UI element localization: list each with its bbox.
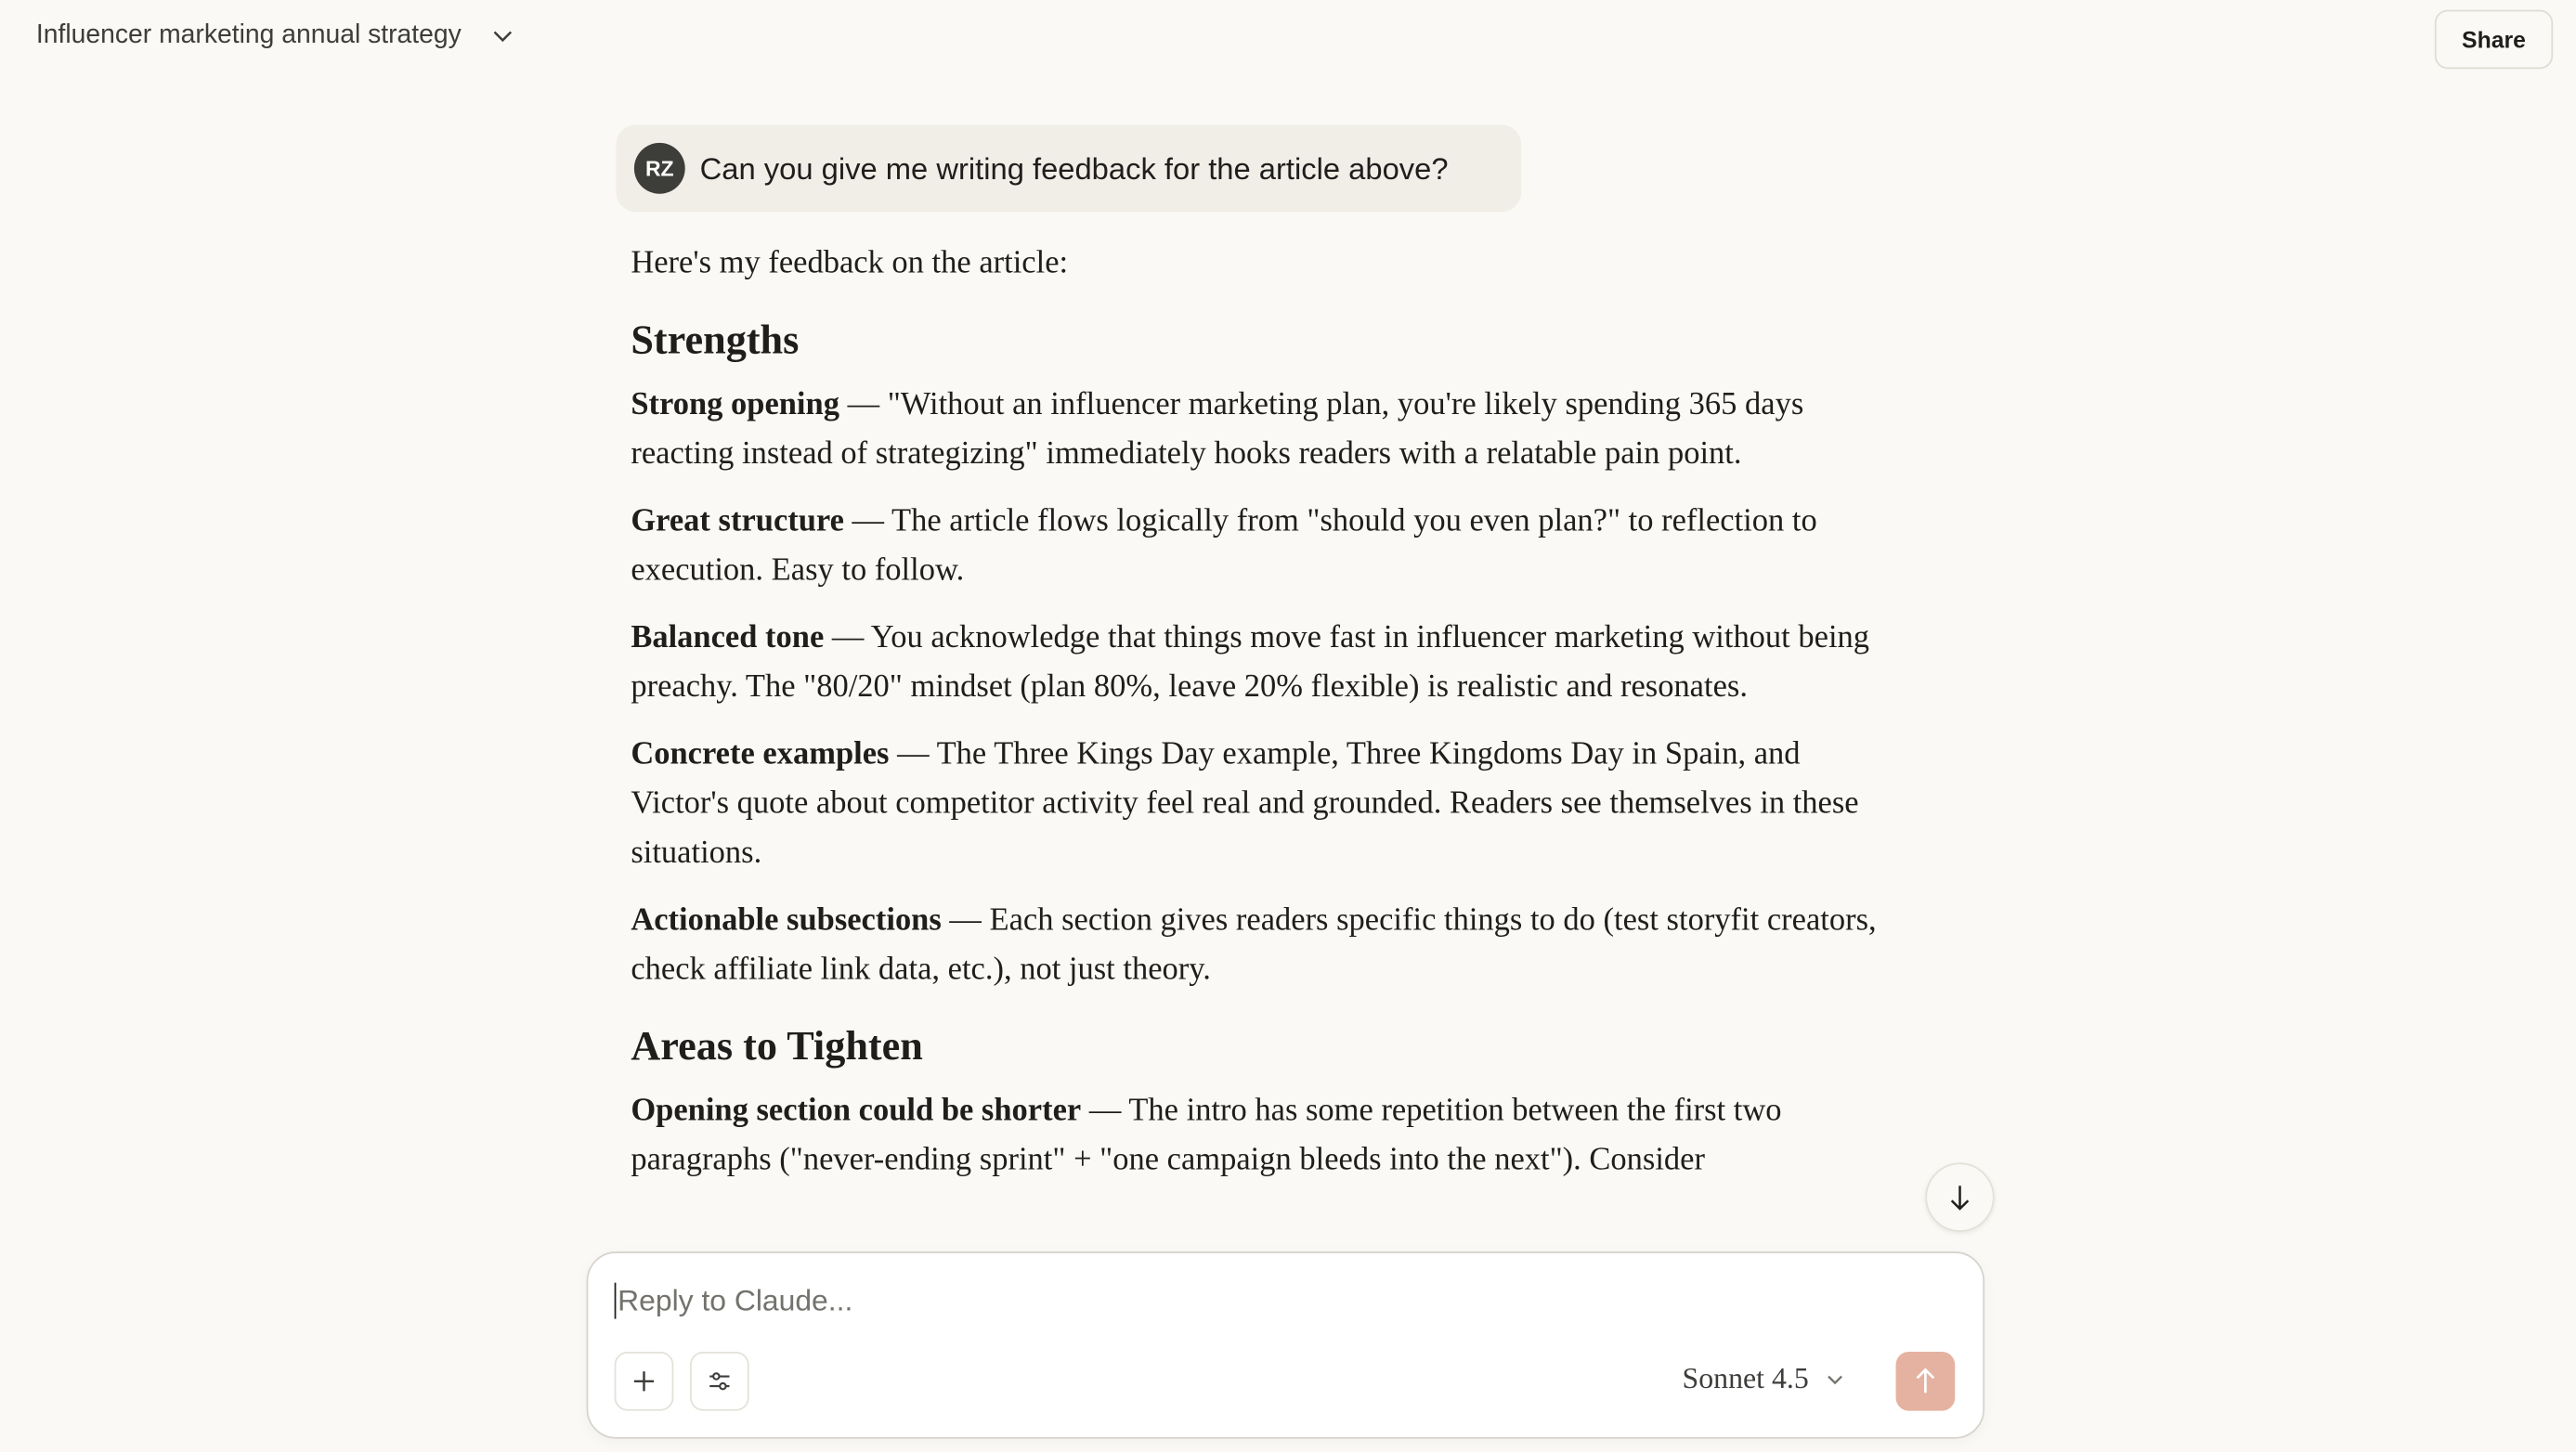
plus-icon xyxy=(631,1368,657,1394)
item-text: — The Three Kings Day example, Three Kingdoms Day in Spain, and Victor's quote about competitor activity feel real and grounded. Readers see themselves in these situations. xyxy=(631,737,1859,871)
item-title: Concrete examples xyxy=(631,737,890,772)
avatar: RZ xyxy=(634,143,685,194)
item-title: Actionable subsections xyxy=(631,903,942,939)
user-message xyxy=(616,124,1521,212)
item-text: — The intro has some repetition between the first two paragraphs ("never-ending sprint" + "one campaign bleeds into the next"). Consider xyxy=(631,1094,1782,1178)
model-selector[interactable] xyxy=(1683,1362,1845,1396)
feedback-item xyxy=(631,498,1904,596)
reply-input[interactable]: Reply to Claude... xyxy=(615,1283,853,1319)
chevron-down-icon xyxy=(1825,1369,1844,1389)
arrow-up-icon xyxy=(1912,1367,1938,1396)
add-attachment-button[interactable] xyxy=(615,1352,674,1411)
feedback-item xyxy=(631,731,1904,878)
item-title: Strong opening xyxy=(631,387,839,422)
item-title: Balanced tone xyxy=(631,620,825,655)
feedback-item xyxy=(631,897,1904,995)
assistant-response xyxy=(631,240,1904,1203)
feedback-item xyxy=(631,381,1904,479)
item-text: — Each section gives readers specific things to do (test storyfit creators, check affiliate link data, etc.), not just theory. xyxy=(631,903,1877,988)
send-button[interactable] xyxy=(1896,1352,1956,1411)
conversation-title: Influencer marketing annual strategy xyxy=(35,20,462,50)
sliders-icon xyxy=(707,1368,733,1394)
tools-button[interactable] xyxy=(690,1352,749,1411)
top-bar xyxy=(0,0,2576,92)
scroll-to-bottom-button[interactable] xyxy=(1925,1163,1994,1232)
composer xyxy=(587,1251,1985,1439)
item-title: Great structure xyxy=(631,504,844,539)
user-message-text: Can you give me writing feedback for the article above? xyxy=(699,149,1449,186)
feedback-item xyxy=(631,1087,1904,1186)
feedback-item xyxy=(631,615,1904,713)
response-intro: Here's my feedback on the article: xyxy=(631,246,1069,281)
conversation-title-menu[interactable] xyxy=(36,21,514,51)
arrow-down-icon xyxy=(1946,1183,1972,1212)
model-name: Sonnet 4.5 xyxy=(1682,1361,1809,1394)
item-text: — "Without an influencer marketing plan, you're likely spending 365 days reacting instead of strategizing" immediately hooks readers with a relatable pain point. xyxy=(631,387,1804,472)
chevron-down-icon xyxy=(491,25,514,48)
section-heading: Areas to Tighten xyxy=(631,1024,923,1070)
share-button[interactable]: Share xyxy=(2435,10,2553,70)
item-text: — You acknowledge that things move fast in influencer marketing without being preachy. The "80/20" mindset (plan 80%, leave 20% flexible) is realistic and resonates. xyxy=(631,620,1870,705)
item-title: Opening section could be shorter xyxy=(631,1094,1082,1129)
section-heading: Strengths xyxy=(631,318,800,363)
item-text: — The article flows logically from "should you even plan?" to reflection to execution. Easy to follow. xyxy=(631,504,1817,589)
